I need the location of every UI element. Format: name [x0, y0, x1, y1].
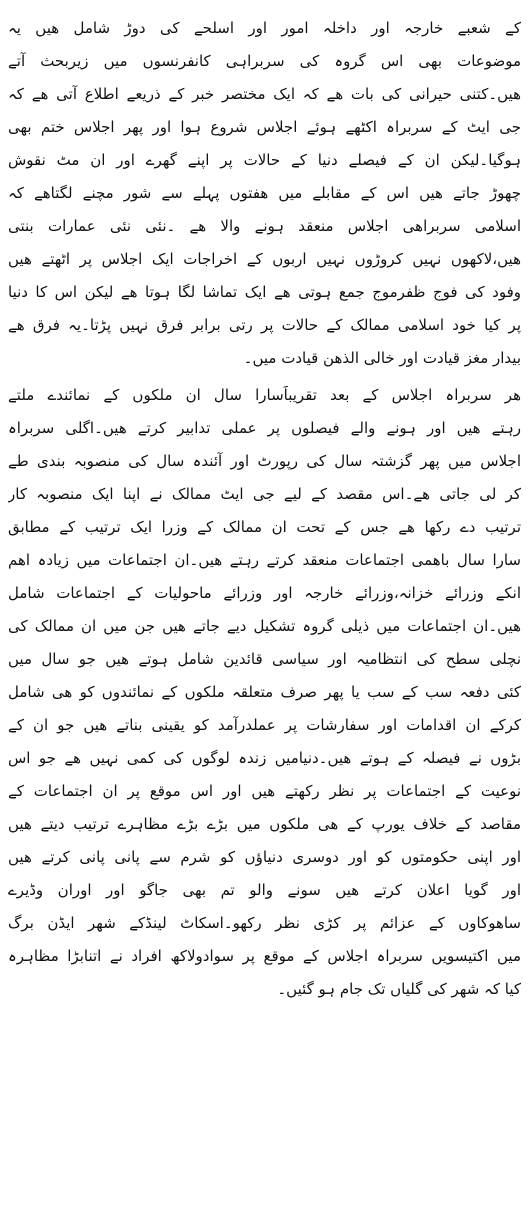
text-line: وفود کی فوج ظفرموج جمع ہوتی ھے ایک تماشا لگا ہوتا ھے لیکن اس کا دنیا [8, 283, 521, 301]
text-line: بڑوں نے فیصلہ کے ہوتے ھیں۔دنیامیں زندہ لوگوں کی کمی نہیں ھے جو اس [8, 749, 521, 767]
paragraph-2 [8, 379, 521, 1006]
text-line: کیا کہ شھر کی گلیاں تک جام ہو گئیں۔ [277, 980, 521, 998]
text-line: جی ایٹ کے سربراہ اکٹھے ہوئے اجلاس شروع ہوا اور پھر اجلاس ختم بھی [8, 118, 521, 136]
text-line: کرکے ان اقدامات اور سفارشات پر عملدرآمد کو یقینی بناتے ھیں جو ان کے [8, 716, 521, 734]
text-line: نوعیت کے اجتماعات پر نظر رکھتے ھیں اور اس موقع پر ان اجتماعات کے [8, 782, 521, 800]
text-line: موضوعات بھی اس گروہ کی سربراہی کانفرنسوں میں زیربحث آتے [8, 52, 521, 70]
text-line: اجلاس میں پھر گزشتہ سال کی رپورٹ اور آئندہ سال کی منصوبہ بندی طے [8, 452, 521, 470]
text-line: چھوڑ جاتے ھیں اس کے مقابلے میں ھفتوں پہلے سے شور مچنے لگتاھے کہ [8, 184, 521, 202]
text-line: ہوگیا۔لیکن ان کے فیصلے دنیا کے حالات پر اپنے گھرے اور ان مٹ نقوش [8, 151, 521, 169]
text-line: میں اکتیسویں سربراہ اجلاس کے موقع پر سوادولاکھ افراد نے اتنابڑا مظاہرہ [8, 947, 521, 965]
text-line: نچلی سطح کی انتظامیہ اور سیاسی قائدین شامل ہوتے ھیں جو سال میں [8, 650, 521, 668]
text-line: اور گویا اعلان کرتے ھیں سونے والو تم بھی جاگو اور اوران وڈیرے [8, 881, 521, 899]
text-line: اسلامی سربراھی اجلاس منعقد ہونے والا ھے ۔نئی نئی عمارات بنتی [8, 217, 521, 235]
text-line: کر لی جاتی ھے۔اس مقصد کے لیے جی ایٹ ممالک نے اپنا ایک منصوبہ کار [8, 485, 521, 503]
text-line: پر کیا خود اسلامی ممالک کے حالات پر رتی برابر فرق نہیں پڑتا۔یہ فرق ھے [8, 316, 521, 334]
text-line: ترتیب دے رکھا ھے جس کے تحت ان ممالک کے وزرا ایک ترتیب کے مطابق [8, 518, 521, 536]
text-line: ساھوکاوں کے عزائم پر کڑی نظر رکھو۔اسکاٹ لینڈکے شھر ایڈن برگ [8, 914, 521, 932]
text-line: اور اپنی حکومتوں کو اور دوسری دنیاؤں کو شرم سے پانی پانی کرتے ھیں [8, 848, 521, 866]
text-line: کے شعبے خارجہ اور داخلہ امور اور اسلحے کی دوڑ شامل ھیں یہ [8, 19, 521, 37]
text-line: ھیں۔کتنی حیرانی کی بات ھے کہ ایک مختصر خبر کے ذریعے اطلاع آتی ھے کہ [8, 85, 521, 103]
text-line: ھیں۔ان اجتماعات میں ذیلی گروہ تشکیل دیے جاتے ھیں جن میں ان ممالک کی [8, 617, 521, 635]
paragraph-1 [8, 12, 521, 375]
text-line: مقاصد کے خلاف یورپ کے ھی ملکوں میں بڑے بڑے مظاہرے ترتیب دیتے ھیں [8, 815, 521, 833]
text-line: بیدار مغز قیادت اور خالی الذھن قیادت میں۔ [243, 349, 521, 367]
text-line: ھر سربراہ اجلاس کے بعد تقریباََسارا سال ان ملکوں کے نمائندے ملتے [8, 386, 521, 404]
text-line: سارا سال باھمی اجتماعات منعقد کرتے رہتے ھیں۔ان اجتماعات میں زیادہ اھم [8, 551, 521, 569]
text-line: رہتے ھیں اور ہونے والے فیصلوں پر عملی تدابیر کرتے ھیں۔اگلی سربراہ [8, 419, 521, 437]
text-line: ھیں،لاکھوں نہیں کروڑوں نہیں اربوں کے اخراجات ایک اجلاس پر اٹھتے ھیں [8, 250, 521, 268]
text-line: انکے وزرائے خزانہ،وزرائے خارجہ اور وزرائے ماحولیات کے اجتماعات شامل [8, 584, 521, 602]
text-line: کئی دفعہ سب کے سب یا پھر صرف متعلقہ ملکوں کے نمائندوں کو ھی شامل [8, 683, 521, 701]
